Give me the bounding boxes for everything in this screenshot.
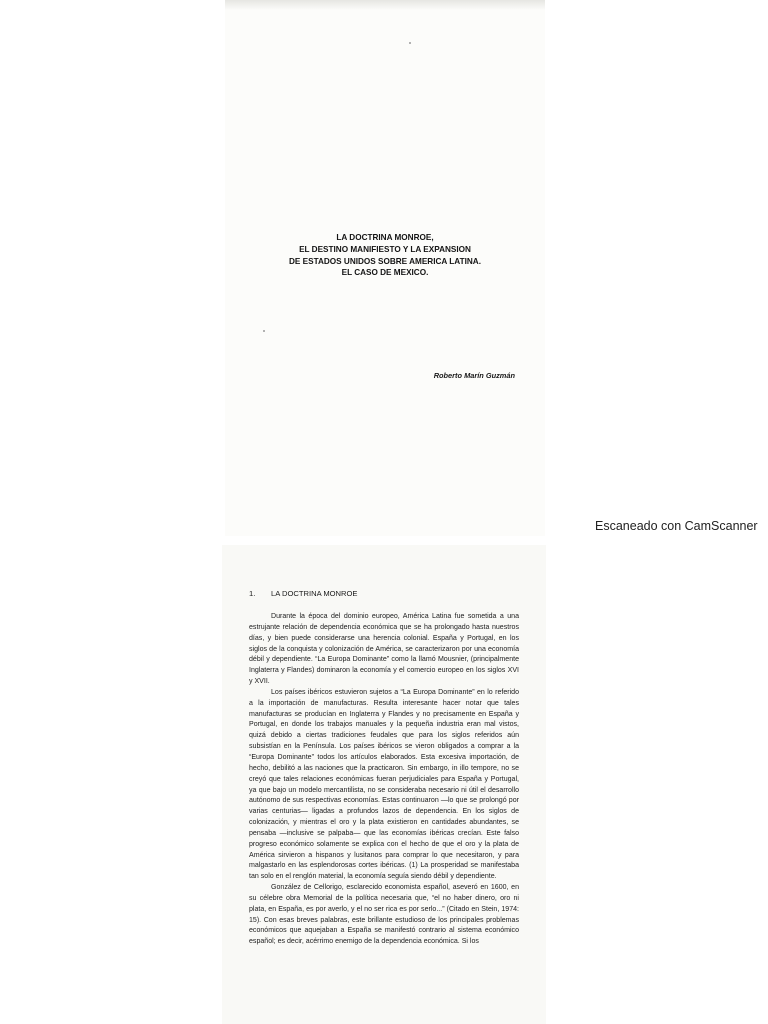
scanned-page-title — [225, 0, 545, 536]
paragraph: Durante la época del dominio europeo, América Latina fue sometida a una estrujante relación de dependencia económica que se ha prolongado hasta nuestros días, y bien puede considerarse una herencia colonial. España y Portugal, en los siglos de la conquista y colonización de América, se caracterizaron por una economía débil y dependiente. “La Europa Dominante” como la llamó Mousnier, (principalmente Inglaterra y Flandes) dominaron la economía y el comercio europeo en los siglos XVI y XVII. — [249, 613, 519, 686]
section-number: 1. — [249, 589, 256, 598]
title-line: DE ESTADOS UNIDOS SOBRE AMERICA LATINA. — [289, 256, 481, 266]
scan-speck — [409, 42, 411, 44]
paragraph: Los países ibéricos estuvieron sujetos a “La Europa Dominante” en lo referido a la importación de manufacturas. Resulta interesante hacer notar que tales manufacturas se producían en Inglaterra y Flandes y no precisamente en España y Portugal, en donde los trabajos manuales y la pequeña industria eran mal vistos, quizá debido a ciertas tradiciones feudales que para los siglos referidos aún subsistían en la Península. Los países ibéricos se vieron obligados a comprar a la “Europa Dominante” todos los artículos elaborados. Esta excesiva importación, de hecho, debilitó a las naciones que la practicaron. Sin embargo, in illo tempore, no se creyó que tales relaciones económicas fueran perjudiciales para España y Portugal, ya que bajo un modelo mercantilista, no se consideraba necesario ni útil el desarrollo autónomo de sus respectivas economías. Estas continuaron —lo que se prolongó por varias centurias— ligadas a profundos lazos de dependencia. En los siglos de colonización, y mientras el oro y la plata existieron en cantidades abundantes, se pensaba —inclusive se palpaba— que las economías ibéricas crecían. Este falso progreso económico solamente se explica con el hecho de que el oro y la plata de América sirvieron a hispanos y lusitanos para comprar lo que necesitaron, y para malgastarlo en las esplendorosas cortes ibéricas. (1) La prosperidad se manifestaba tan solo en el renglón material, la economía seguía siendo débil y dependiente. — [249, 688, 519, 881]
paragraph: González de Cellorigo, esclarecido economista español, aseveró en 1600, en su célebre obra Memorial de la política necesaria que, “el no haber dinero, oro ni plata, en España, es por averlo, y el no ser rica es por serlo...” (Citado en Stein, 1974: 15). Con esas breves palabras, este brillante estudioso de los principales problemas económicos que aquejaban a España se manifestó contrario al sistema económico español; es decir, acérrimo enemigo de la dependencia económica. Si los — [249, 884, 519, 946]
section-title: LA DOCTRINA MONROE — [271, 589, 358, 598]
article-title — [225, 232, 545, 279]
camscanner-watermark: Escaneado con CamScanner — [595, 519, 758, 533]
title-line: LA DOCTRINA MONROE, — [336, 233, 434, 242]
scan-edge-shadow — [225, 0, 545, 10]
scanned-page-text — [222, 545, 546, 1024]
title-line: EL CASO DE MEXICO. — [341, 268, 429, 278]
section-heading — [249, 589, 358, 598]
author-name: Roberto Marín Guzmán — [433, 371, 515, 380]
title-line: EL DESTINO MANIFIESTO Y LA EXPANSION — [299, 244, 471, 254]
body-text — [249, 612, 519, 948]
scan-speck — [263, 330, 265, 332]
